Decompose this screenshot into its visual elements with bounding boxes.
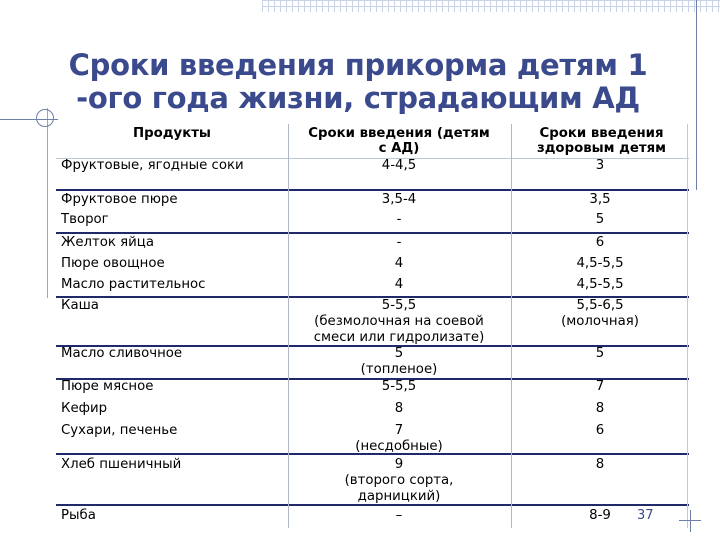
healthy-timing: 8: [595, 401, 605, 416]
ad-timing: (несдобные): [355, 439, 443, 454]
healthy-timing: 6: [595, 423, 605, 438]
product-name: Сухари, печенье: [61, 423, 178, 438]
ad-timing: 4: [394, 277, 404, 292]
ad-timing: –: [395, 508, 403, 523]
header-healthy-children: Сроки введения здоровым детям: [536, 126, 667, 156]
ad-timing: 7: [394, 423, 404, 438]
healthy-timing: (молочная): [561, 314, 639, 329]
healthy-timing: 3,5: [589, 192, 611, 207]
decorative-grid-pattern: [262, 0, 720, 12]
product-name: Кефир: [61, 401, 108, 416]
ad-timing: (топленое): [360, 362, 438, 377]
decorative-vertical-line-right: [687, 124, 688, 528]
ad-timing: (второго сорта,: [344, 473, 454, 488]
product-name: Хлеб пшеничный: [61, 457, 182, 472]
product-name: Желток яйца: [61, 235, 154, 250]
ad-timing: дарницкий): [357, 489, 441, 504]
row-separator: [56, 189, 689, 191]
healthy-timing: 8: [595, 457, 605, 472]
product-name: Рыба: [61, 508, 96, 523]
product-name: Фруктовое пюре: [61, 192, 178, 207]
ad-timing: 8: [394, 401, 404, 416]
header-products: Продукты: [133, 126, 211, 141]
row-separator: [56, 232, 689, 234]
decorative-vertical-line: [696, 0, 697, 190]
decorative-tick: [690, 510, 691, 532]
healthy-timing: 4,5-5,5: [576, 277, 624, 292]
table-header: [56, 124, 689, 160]
ad-timing: 5-5,5: [381, 298, 417, 313]
ad-timing: 9: [394, 457, 404, 472]
ad-timing: -: [396, 235, 402, 250]
ad-timing: -: [396, 212, 402, 227]
decorative-vertical-line-left: [47, 108, 48, 298]
healthy-timing: 7: [595, 379, 605, 394]
product-name: Пюре мясное: [61, 379, 154, 394]
product-name: Фруктовые, ягодные соки: [61, 158, 244, 173]
product-name: Творог: [61, 212, 109, 227]
healthy-timing: 5: [595, 212, 605, 227]
product-name: Пюре овощное: [61, 256, 165, 271]
product-name: Масло сливочное: [61, 346, 183, 361]
ad-timing: 4-4,5: [381, 158, 417, 173]
page-number: 37: [637, 508, 654, 523]
healthy-timing: 5: [595, 346, 605, 361]
ad-timing: 5-5,5: [381, 379, 417, 394]
healthy-timing: 3: [595, 158, 605, 173]
ad-timing: (безмолочная на соевой: [314, 314, 484, 329]
product-name: Каша: [61, 298, 99, 313]
healthy-timing: 5,5-6,5: [576, 298, 624, 313]
ad-timing: 5: [394, 346, 404, 361]
ad-timing: смеси или гидролизате): [313, 330, 485, 345]
header-ad-children: Сроки введения (детям с АД): [308, 126, 490, 156]
ad-timing: 4: [394, 256, 404, 271]
healthy-timing: 4,5-5,5: [576, 256, 624, 271]
product-name: Масло растительнос: [61, 277, 206, 292]
slide-title: Сроки введения прикорма детям 1 -ого года жизни, страдающим АД: [68, 48, 648, 115]
healthy-timing: 8-9: [589, 508, 611, 523]
healthy-timing: 6: [595, 235, 605, 250]
ad-timing: 3,5-4: [381, 192, 417, 207]
